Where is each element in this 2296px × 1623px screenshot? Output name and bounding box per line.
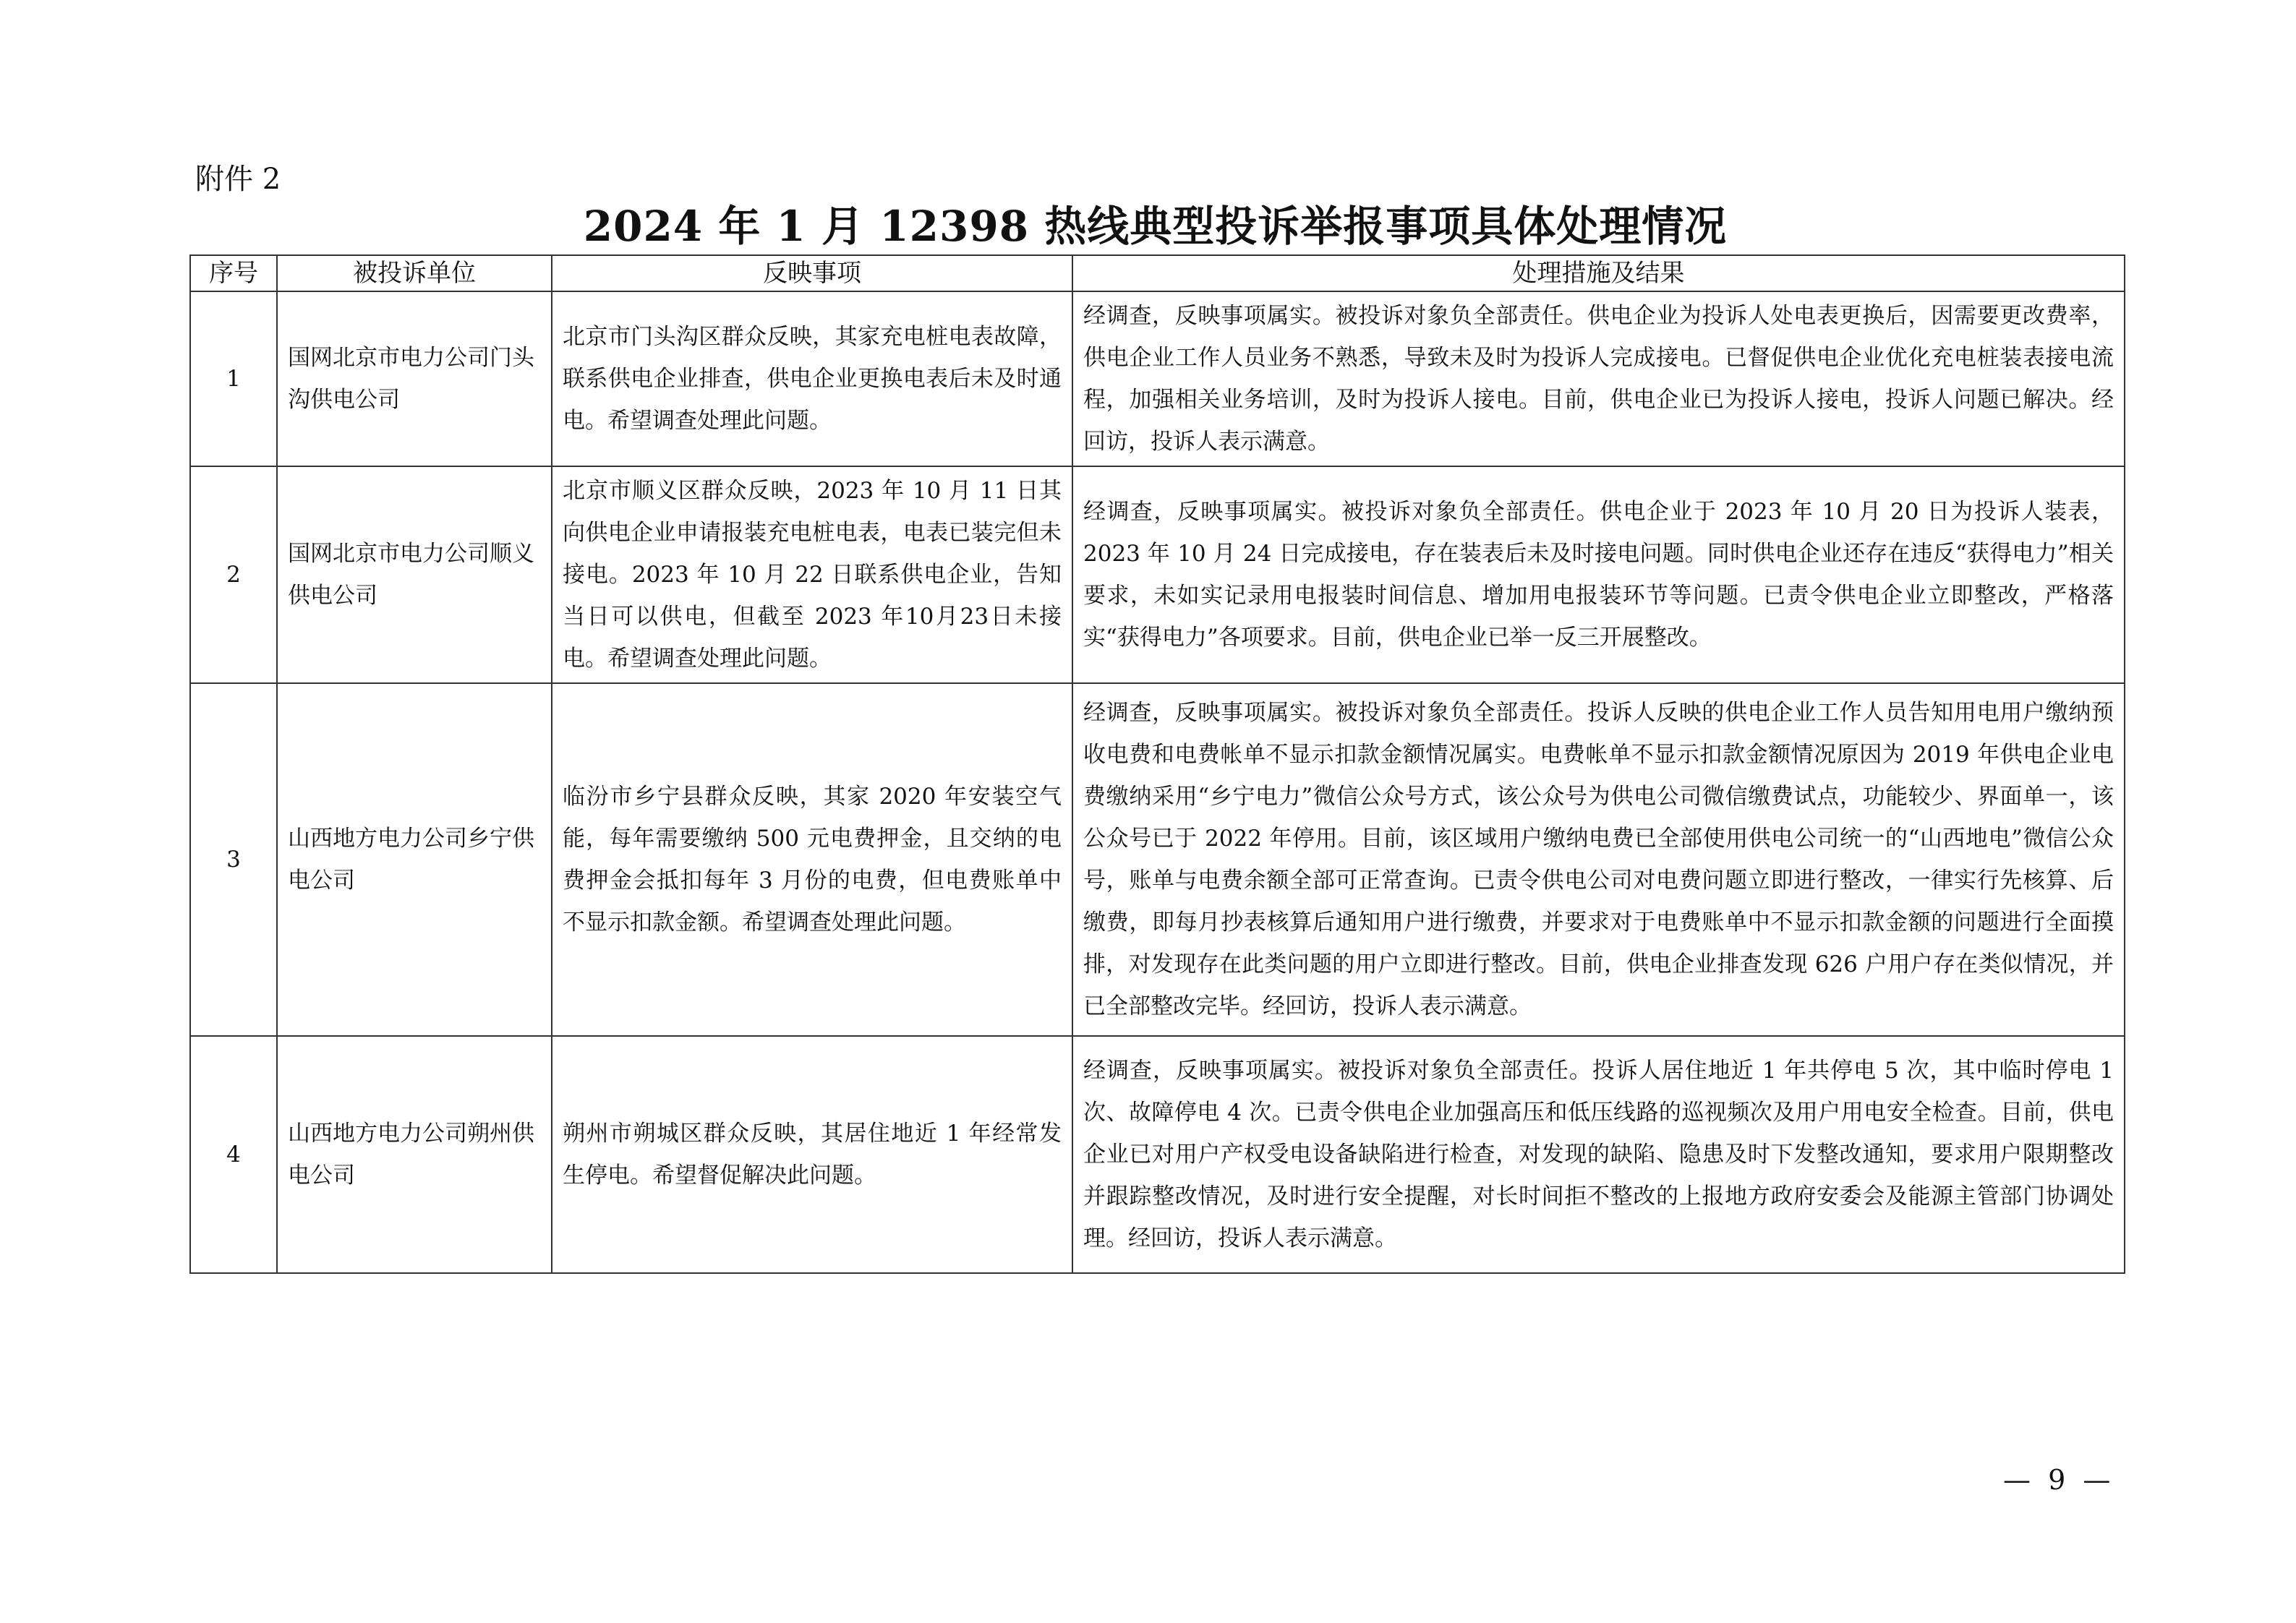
row-unit: 国网北京市电力公司门头沟供电公司 <box>277 291 552 466</box>
table-row <box>190 1036 2125 1273</box>
attachment-label: 附件 2 <box>195 163 281 196</box>
row-issue: 朔州市朔城区群众反映，其居住地近 1 年经常发生停电。希望督促解决此问题。 <box>552 1036 1072 1273</box>
row-unit: 山西地方电力公司朔州供电公司 <box>277 1036 552 1273</box>
row-result: 经调查，反映事项属实。被投诉对象负全部责任。投诉人反映的供电企业工作人员告知用电用户缴纳预收电费和电费帐单不显示扣款金额情况属实。电费帐单不显示扣款金额情况原因为 2019 年供电企业电费缴纳采用“乡宁电力”微信公众号方式，该公众号为供电公司微信缴费试点，功能较少、界面单一，该公众号已于 2022 年停用。目前，该区域用户缴纳电费已全部使用供电公司统一的“山西地电”微信公众号，账单与电费余额全部可正常查询。已责令供电公司对电费问题立即进行整改，一律实行先核算、后缴费，即每月抄表核算后通知用户进行缴费，并要求对于电费账单中不显示扣款金额的问题进行全面摸排，对发现存在此类问题的用户立即进行整改。目前，供电企业排查发现 626 户用户存在类似情况，并已全部整改完毕。经回访，投诉人表示满意。 <box>1072 683 2125 1036</box>
document-title: 2024 年 1 月 12398 热线典型投诉举报事项具体处理情况 <box>583 202 1728 251</box>
row-issue: 北京市顺义区群众反映，2023 年 10 月 11 日其向供电企业申请报装充电桩电表，电表已装完但未接电。2023 年 10 月 22 日联系供电企业，告知当日可以供电，但截至 2023 年10月23日未接电。希望调查处理此问题。 <box>552 466 1072 683</box>
row-result: 经调查，反映事项属实。被投诉对象负全部责任。供电企业为投诉人处电表更换后，因需要更改费率，供电企业工作人员业务不熟悉，导致未及时为投诉人完成接电。已督促供电企业优化充电桩装表接电流程，加强相关业务培训，及时为投诉人接电。目前，供电企业已为投诉人接电，投诉人问题已解决。经回访，投诉人表示满意。 <box>1072 291 2125 466</box>
header-result: 处理措施及结果 <box>1072 255 2125 291</box>
row-issue: 北京市门头沟区群众反映，其家充电桩电表故障，联系供电企业排查，供电企业更换电表后未及时通电。希望调查处理此问题。 <box>552 291 1072 466</box>
page-number: — 9 — <box>2003 1464 2115 1496</box>
row-serial: 4 <box>190 1036 277 1273</box>
row-serial: 2 <box>190 466 277 683</box>
row-result: 经调查，反映事项属实。被投诉对象负全部责任。供电企业于 2023 年 10 月 20 日为投诉人装表，2023 年 10 月 24 日完成接电，存在装表后未及时接电问题。同时供电企业还存在违反“获得电力”相关要求，未如实记录用电报装时间信息、增加用电报装环节等问题。已责令供电企业立即整改，严格落实“获得电力”各项要求。目前，供电企业已举一反三开展整改。 <box>1072 466 2125 683</box>
table-row <box>190 291 2125 466</box>
table-row <box>190 466 2125 683</box>
row-serial: 3 <box>190 683 277 1036</box>
header-issue: 反映事项 <box>552 255 1072 291</box>
header-unit: 被投诉单位 <box>277 255 552 291</box>
table-row <box>190 683 2125 1036</box>
row-issue: 临汾市乡宁县群众反映，其家 2020 年安装空气能，每年需要缴纳 500 元电费押金，且交纳的电费押金会抵扣每年 3 月份的电费，但电费账单中不显示扣款金额。希望调查处理此问题。 <box>552 683 1072 1036</box>
header-serial: 序号 <box>190 255 277 291</box>
row-result: 经调查，反映事项属实。被投诉对象负全部责任。投诉人居住地近 1 年共停电 5 次，其中临时停电 1 次、故障停电 4 次。已责令供电企业加强高压和低压线路的巡视频次及用户用电安全检查。目前，供电企业已对用户产权受电设备缺陷进行检查，对发现的缺陷、隐患及时下发整改通知，要求用户限期整改并跟踪整改情况，及时进行安全提醒，对长时间拒不整改的上报地方政府安委会及能源主管部门协调处理。经回访，投诉人表示满意。 <box>1072 1036 2125 1273</box>
table-header-row <box>190 255 2125 291</box>
complaint-table <box>189 254 2125 1274</box>
row-unit: 国网北京市电力公司顺义供电公司 <box>277 466 552 683</box>
row-unit: 山西地方电力公司乡宁供电公司 <box>277 683 552 1036</box>
row-serial: 1 <box>190 291 277 466</box>
